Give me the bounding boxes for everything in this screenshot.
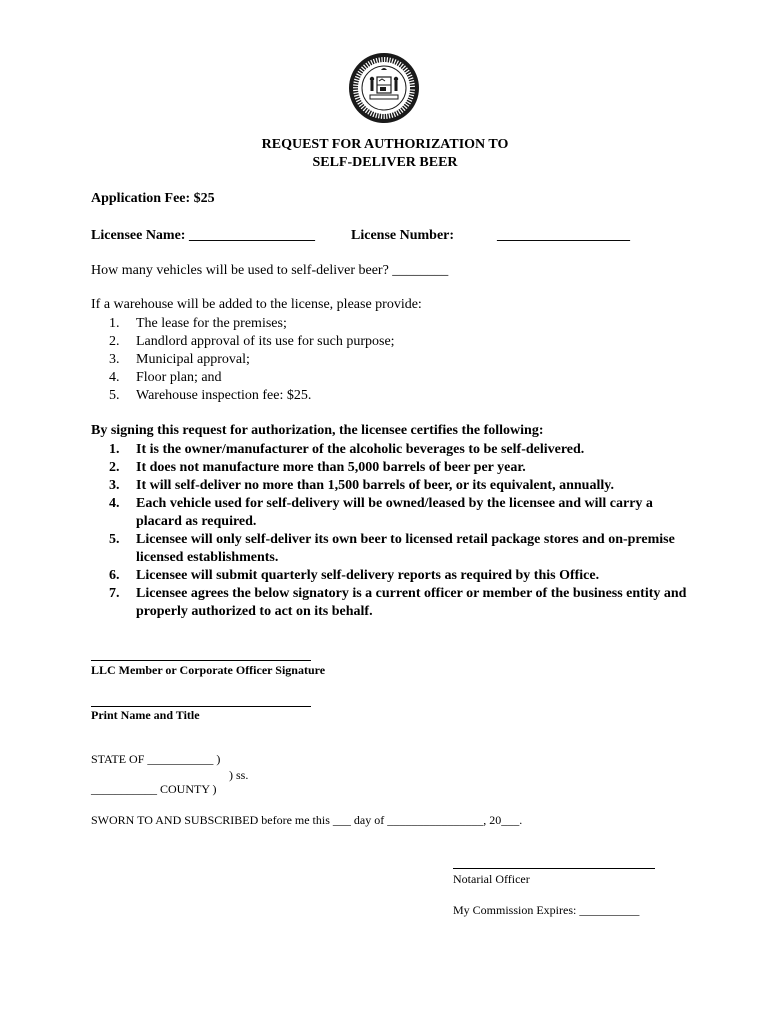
- list-item: 2. It does not manufacture more than 5,000 barrels of beer per year.: [109, 460, 526, 475]
- licensee-name-field: Licensee Name: __________________: [91, 228, 315, 243]
- list-item: 1. The lease for the premises;: [109, 316, 287, 331]
- print-name-label: Print Name and Title: [91, 708, 200, 722]
- document-title-line2: SELF-DELIVER BEER: [312, 155, 458, 170]
- list-item: 6. Licensee will submit quarterly self-delivery reports as required by this Office.: [109, 568, 600, 583]
- certification-intro: By signing this request for authorization, the licensee certifies the following:: [91, 423, 544, 438]
- warehouse-requirements-list: [109, 315, 395, 405]
- warehouse-intro: If a warehouse will be added to the license, please provide:: [91, 297, 422, 312]
- list-item: 3. Municipal approval;: [109, 352, 250, 367]
- notary-county: ___________ COUNTY ): [91, 782, 217, 796]
- document-title-line1: REQUEST FOR AUTHORIZATION TO: [261, 137, 509, 152]
- list-item: 3. It will self-deliver no more than 1,500 barrels of beer, or its equivalent, annually.: [109, 478, 614, 493]
- vehicles-question: How many vehicles will be used to self-deliver beer? ________: [91, 263, 449, 278]
- list-item: 5. Licensee will only self-deliver its own beer to licensed retail package stores and on-premise licensed establishments.: [109, 532, 675, 565]
- list-item: 5. Warehouse inspection fee: $25.: [109, 388, 312, 403]
- notary-signature-line: [453, 868, 655, 869]
- list-item: 2. Landlord approval of its use for such purpose;: [109, 334, 395, 349]
- notary-state: STATE OF ___________ ): [91, 752, 221, 766]
- certification-list: [109, 441, 689, 621]
- signature-line: [91, 660, 311, 661]
- print-name-line: [91, 706, 311, 707]
- list-item: 4. Each vehicle used for self-delivery will be owned/leased by the licensee and will carry a placard as required.: [109, 496, 653, 529]
- signature-label: LLC Member or Corporate Officer Signature: [91, 663, 326, 677]
- notarial-officer-label: Notarial Officer: [453, 872, 530, 886]
- license-number-label: License Number:: [351, 228, 455, 243]
- list-item: 1. It is the owner/manufacturer of the alcoholic beverages to be self-delivered.: [109, 442, 585, 457]
- commission-expires: My Commission Expires: __________: [453, 903, 640, 917]
- list-item: 7. Licensee agrees the below signatory is a current officer or member of the business entity and properly authorized to act on its behalf.: [109, 586, 687, 619]
- application-fee: Application Fee: $25: [91, 191, 215, 206]
- sworn-statement: SWORN TO AND SUBSCRIBED before me this ___ day of ________________, 20___.: [91, 813, 523, 827]
- license-number-field: ___________________: [497, 228, 630, 243]
- list-item: 4. Floor plan; and: [109, 370, 222, 385]
- notary-ss: ) ss.: [229, 768, 249, 782]
- state-seal-icon: [348, 52, 420, 124]
